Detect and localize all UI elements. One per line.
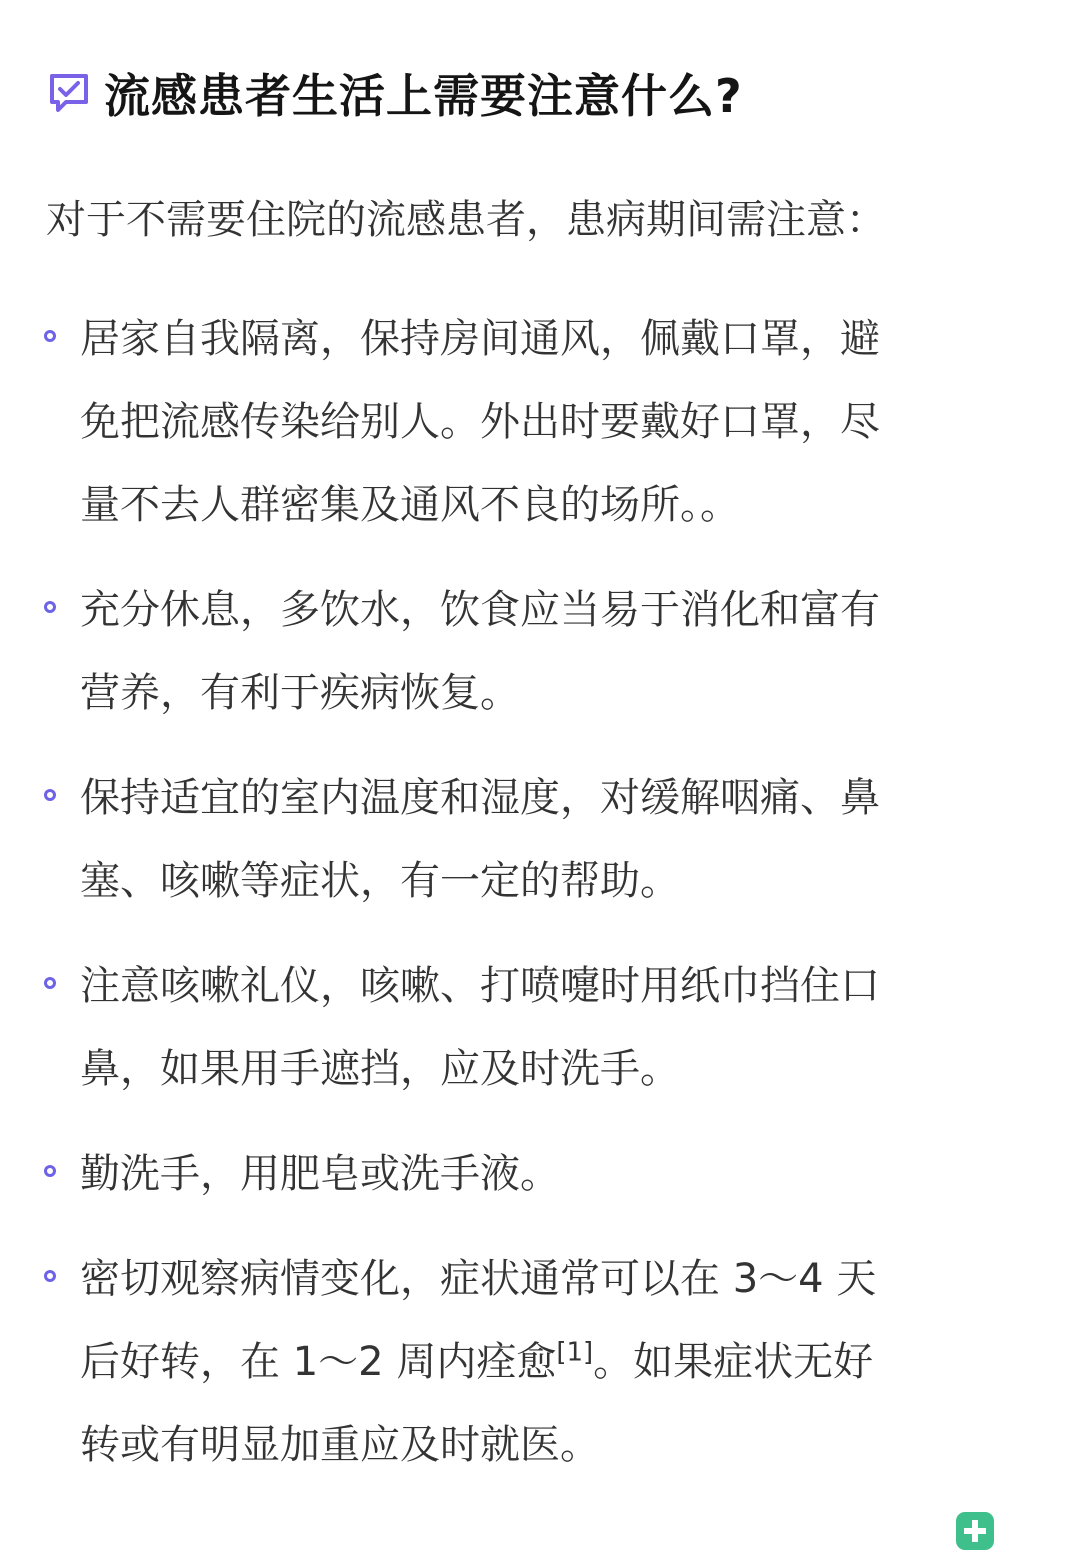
bullet-icon (44, 1270, 56, 1282)
item-line: 居家自我隔离，保持房间通风，佩戴口罩，避 (80, 316, 880, 362)
citation-link[interactable]: [1] (556, 1337, 594, 1368)
item-line: 塞、咳嗽等症状，有一定的帮助。 (80, 858, 680, 904)
item-line (80, 1321, 1031, 1404)
advice-list (0, 298, 1071, 1509)
list-item (0, 298, 1071, 547)
item-line: 注意咳嗽礼仪，咳嗽、打喷嚏时用纸巾挡住口 (80, 963, 880, 1009)
page-title: 流感患者生活上需要注意什么? (104, 69, 743, 123)
question-header (46, 58, 743, 128)
checklist-chat-icon (46, 70, 92, 116)
item-line: 营养，有利于疾病恢复。 (80, 670, 520, 716)
item-text: 。如果症状无好 (593, 1339, 874, 1385)
list-item (0, 945, 1071, 1111)
bullet-icon (44, 789, 56, 801)
medical-plus-icon[interactable] (956, 1512, 994, 1550)
item-text: 后好转，在 1～2 周内痊愈 (80, 1339, 557, 1385)
bullet-icon (44, 330, 56, 342)
bullet-icon (44, 977, 56, 989)
item-line: 鼻，如果用手遮挡，应及时洗手。 (80, 1046, 680, 1092)
item-line: 免把流感传染给别人。外出时要戴好口罩，尽 (80, 399, 880, 445)
item-line: 保持适宜的室内温度和湿度，对缓解咽痛、鼻 (80, 775, 880, 821)
list-item (0, 1238, 1071, 1487)
intro-text: 对于不需要住院的流感患者，患病期间需注意： (46, 197, 886, 243)
bullet-icon (44, 1165, 56, 1177)
item-line: 勤洗手，用肥皂或洗手液。 (80, 1151, 560, 1197)
bullet-icon (44, 601, 56, 613)
list-item (0, 1133, 1071, 1216)
list-item (0, 757, 1071, 923)
item-line: 充分休息，多饮水，饮食应当易于消化和富有 (80, 587, 880, 633)
item-line: 量不去人群密集及通风不良的场所。。 (80, 482, 740, 528)
list-item (0, 569, 1071, 735)
item-line: 密切观察病情变化，症状通常可以在 3～4 天 (80, 1256, 877, 1302)
item-line: 转或有明显加重应及时就医。 (80, 1422, 600, 1468)
